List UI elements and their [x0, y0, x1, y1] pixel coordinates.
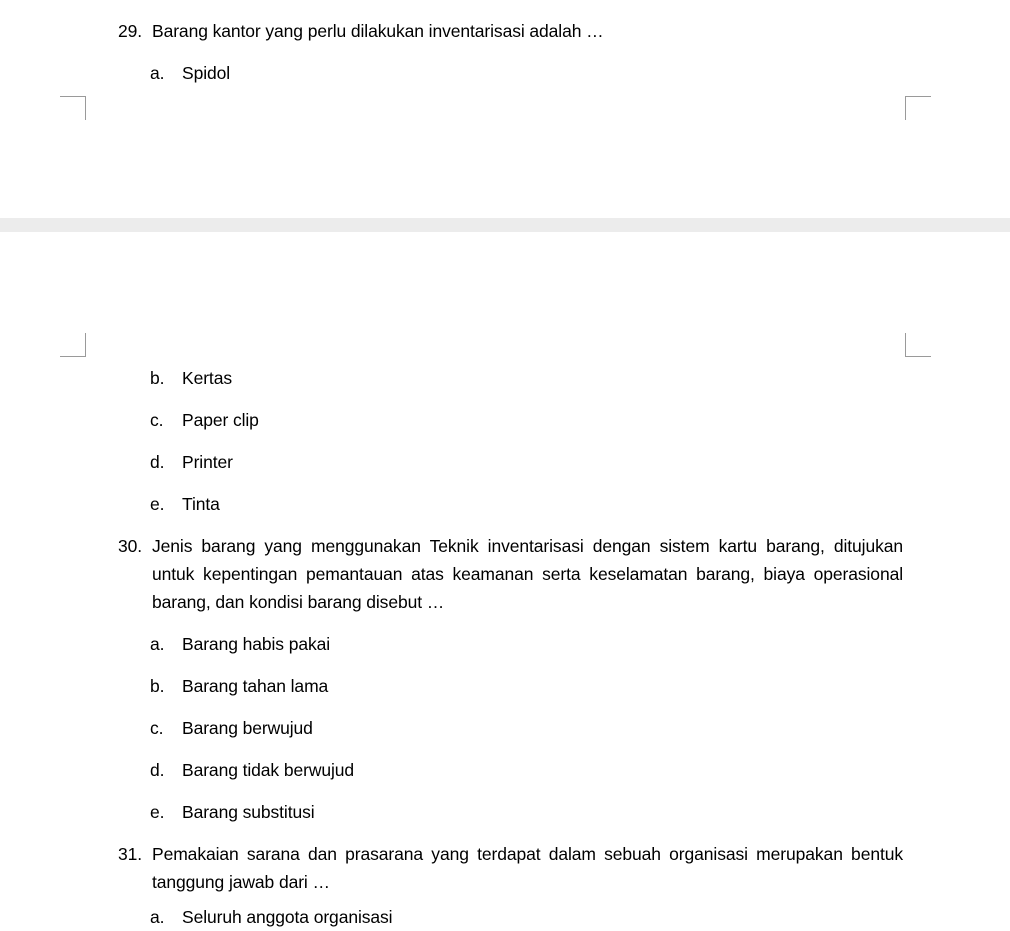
option-letter: a. — [150, 63, 165, 83]
option-letter: a. — [150, 907, 165, 927]
option-text: Barang tahan lama — [182, 676, 329, 696]
question-item — [0, 840, 1010, 896]
option-letter: d. — [150, 760, 165, 780]
spacer — [0, 476, 1010, 490]
spacer — [0, 784, 1010, 798]
spacer — [0, 434, 1010, 448]
question-item — [0, 532, 1010, 616]
option-item[interactable] — [0, 364, 1010, 392]
option-item[interactable] — [0, 490, 1010, 518]
option-item[interactable] — [0, 406, 1010, 434]
spacer — [0, 658, 1010, 672]
option-item[interactable] — [0, 448, 1010, 476]
spacer — [0, 392, 1010, 406]
spacer — [0, 518, 1010, 532]
page-2-content — [0, 364, 1010, 896]
crop-mark-bottom-right — [905, 333, 931, 357]
document-page-1 — [0, 0, 1010, 218]
option-text: Barang berwujud — [182, 718, 313, 738]
option-text: Barang substitusi — [182, 802, 315, 822]
option-text: Kertas — [182, 368, 232, 388]
option-letter: e. — [150, 802, 165, 822]
question-number: 31. — [118, 844, 143, 864]
option-text: Seluruh anggota organisasi — [182, 907, 393, 927]
spacer — [0, 742, 1010, 756]
option-letter: c. — [150, 718, 164, 738]
option-letter: b. — [150, 676, 165, 696]
option-letter: e. — [150, 494, 165, 514]
option-item[interactable] — [0, 59, 1010, 87]
option-text: Spidol — [182, 63, 231, 83]
document-page-2 — [0, 232, 1010, 913]
spacer — [0, 826, 1010, 840]
option-text: Barang tidak berwujud — [182, 760, 355, 780]
crop-mark-top-right — [905, 96, 931, 120]
option-letter: c. — [150, 410, 164, 430]
option-letter: a. — [150, 634, 165, 654]
question-text: Pemakaian sarana dan prasarana yang terdapat dalam sebuah organisasi merupakan bentuk tanggung jawab dari … — [152, 844, 903, 892]
option-letter: d. — [150, 452, 165, 472]
question-item — [0, 17, 1010, 45]
option-item[interactable] — [0, 903, 1010, 931]
question-number: 30. — [118, 536, 143, 556]
option-text: Printer — [182, 452, 233, 472]
question-number: 29. — [118, 21, 143, 41]
spacer — [0, 45, 1010, 59]
option-text: Barang habis pakai — [182, 634, 331, 654]
crop-mark-bottom-left — [60, 333, 86, 357]
crop-mark-top-left — [60, 96, 86, 120]
question-text: Barang kantor yang perlu dilakukan inventarisasi adalah … — [152, 21, 604, 41]
option-letter: b. — [150, 368, 165, 388]
option-text: Tinta — [182, 494, 220, 514]
option-item[interactable] — [0, 672, 1010, 700]
option-item[interactable] — [0, 630, 1010, 658]
page-break-separator — [0, 218, 1010, 232]
page-1-content — [0, 0, 1010, 87]
clipped-option-row — [0, 903, 1010, 927]
option-item[interactable] — [0, 756, 1010, 784]
option-item[interactable] — [0, 714, 1010, 742]
option-item[interactable] — [0, 798, 1010, 826]
question-text: Jenis barang yang menggunakan Teknik inventarisasi dengan sistem kartu barang, ditujukan untuk kepentingan pemantauan atas keamanan serta keselamatan barang, biaya operasional barang, dan kondisi barang disebut … — [152, 536, 903, 612]
spacer — [0, 616, 1010, 630]
spacer — [0, 700, 1010, 714]
option-text: Paper clip — [182, 410, 259, 430]
